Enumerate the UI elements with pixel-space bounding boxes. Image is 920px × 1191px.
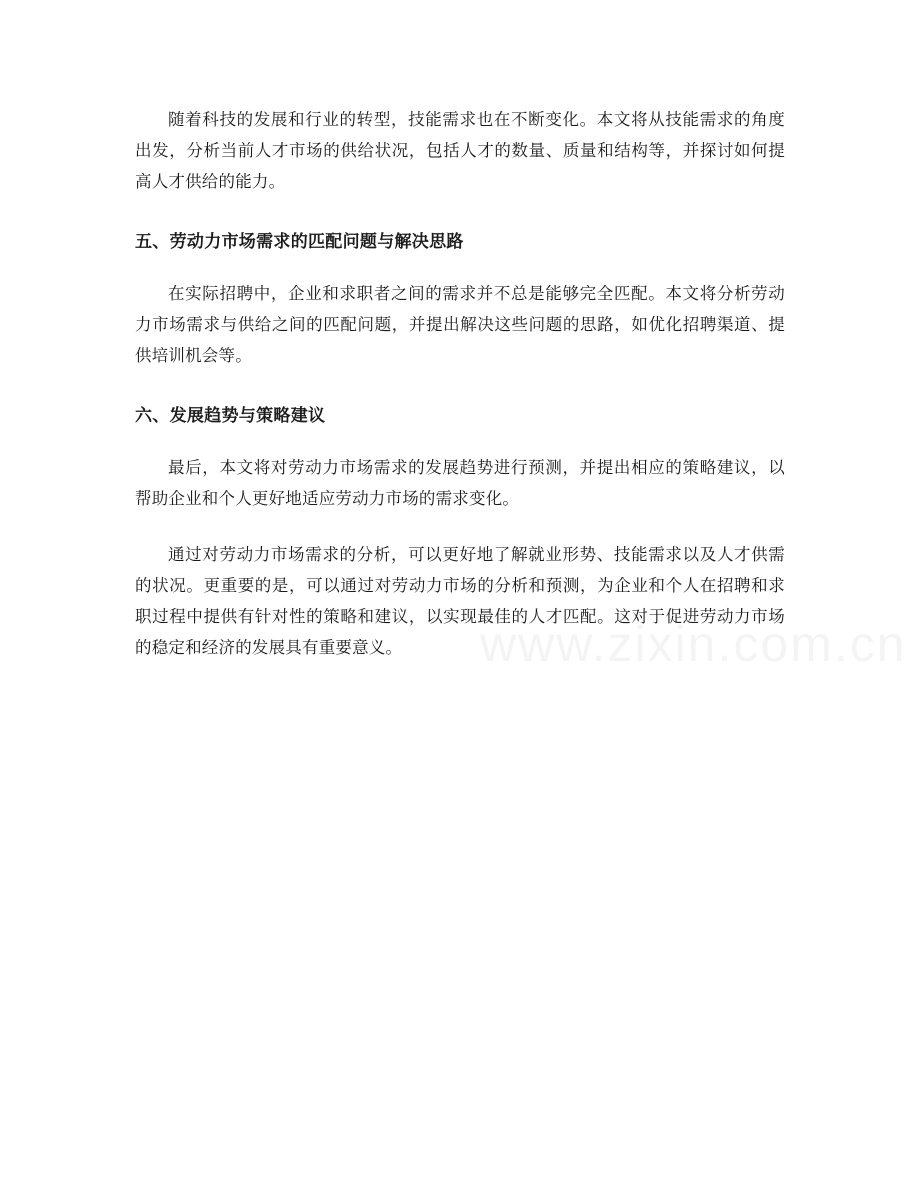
matching-paragraph: 在实际招聘中，企业和求职者之间的需求并不总是能够完全匹配。本文将分析劳动力市场需求与供给之间的匹配问题，并提出解决这些问题的思路，如优化招聘渠道、提供培训机会等。: [135, 284, 785, 365]
section-heading-5: 五、劳动力市场需求的匹配问题与解决思路: [135, 232, 464, 252]
intro-paragraph: 随着科技的发展和行业的转型，技能需求也在不断变化。本文将从技能需求的角度出发，分析当前人才市场的供给状况，包括人才的数量、质量和结构等，并探讨如何提高人才供给的能力。: [135, 110, 785, 191]
section-heading-6: 六、发展趋势与策略建议: [135, 406, 326, 426]
conclusion-paragraph: 通过对劳动力市场需求的分析，可以更好地了解就业形势、技能需求以及人才供需的状况。更重要的是，可以通过对劳动力市场的分析和预测，为企业和个人在招聘和求职过程中提供有针对性的策略和建议，以实现最佳的人才匹配。这对于促进劳动力市场的稳定和经济的发展具有重要意义。: [135, 545, 785, 657]
trend-paragraph: 最后，本文将对劳动力市场需求的发展趋势进行预测，并提出相应的策略建议，以帮助企业和个人更好地适应劳动力市场的需求变化。: [135, 458, 785, 508]
